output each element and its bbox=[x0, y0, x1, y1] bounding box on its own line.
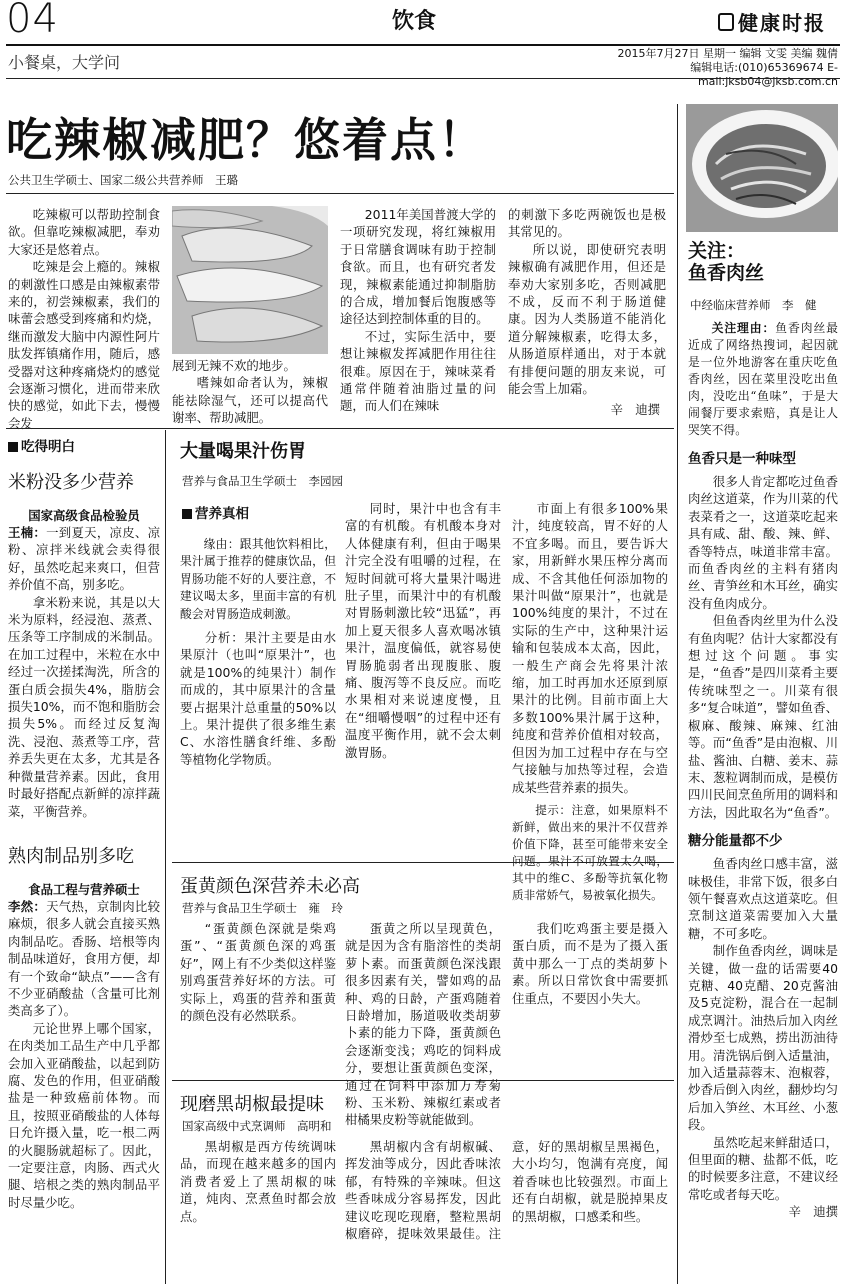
main-bottom-rule bbox=[6, 428, 674, 429]
sidebar-divider bbox=[677, 104, 678, 1284]
paragraph: 市面上有很多100%果汁，纯度较高，胃不好的人不宜多喝。而且，要告诉大家，用新鲜水果压榨分离而成、不含其他任何添加物的果汁叫做“原果汁”，也就是100%纯度的果汁，不过在实际的生产中，这种果汁运输和包装成本太高，因此，一般生产商会先将果汁浓缩，加工时再加水还原到原果汁的比例。目前市面上大多数100%果汁属于这种，纯度和营养价值相对较高，但因为加工过程中存在与空气接触与加热等过程，会造成某些营养素的损失。 bbox=[512, 501, 668, 795]
paragraph: 元论世界上哪个国家，在肉类加工品生产中几乎都会加入亚硝酸盐，以起到防腐、发色的作用，但亚硝酸盐是一种致癌前体物。而且，按照亚硝酸盐的人体每日允许摄入量，吃一根二两的火腿肠就超标了。因此，一定要注意，肉肠、西式火腿、培根之类的熟肉制品平时尽量少吃。 bbox=[8, 1020, 160, 1210]
paragraph: 嗜辣如命者认为，辣椒能祛除湿气，还可以提高代谢率、帮助减肥。 bbox=[172, 375, 328, 426]
main-col-3 bbox=[340, 206, 496, 415]
juice-label: 营养真相 bbox=[182, 502, 249, 522]
paragraph: 我们吃鸡蛋主要是摄入蛋白质，而不是为了摄入蛋黄中那么一丁点的类胡萝卜素。所以日常饮食中需要抓住重点，不要因小失大。 bbox=[512, 921, 668, 1006]
main-col-4 bbox=[508, 206, 666, 419]
yuxiang-pork-illustration bbox=[686, 104, 838, 232]
paragraph: 吃辣椒可以帮助控制食欲。但靠吃辣椒减肥，奉劝大家还是悠着点。 bbox=[8, 207, 160, 257]
signoff: 辛 迪撰 bbox=[610, 402, 660, 418]
egg-col-2 bbox=[345, 920, 501, 1129]
main-col-2 bbox=[172, 357, 328, 427]
egg-col-3 bbox=[512, 920, 668, 1007]
page-number: 04 bbox=[6, 0, 59, 42]
sidebar-title-line-2: 鱼香肉丝 bbox=[688, 262, 765, 284]
egg-byline: 营养与食品卫生学硕士 雍 玲 bbox=[182, 901, 343, 915]
chili-pepper-illustration bbox=[172, 206, 328, 354]
sidebar-body bbox=[688, 320, 838, 1221]
paragraph: 蛋黄之所以呈现黄色，就是因为含有脂溶性的类胡萝卜素。而蛋黄颜色深浅跟很多因素有关，譬如鸡的品种、鸡的日龄，产蛋鸡随着日龄增加，肠道吸收类胡萝卜素的能力下降，蛋黄颜色会逐渐变浅；鸡吃的饲料成分，要想让蛋黄颜色变深，通过在饲料中添加万寿菊粉、玉米粉、辣椒红素或者柑橘果皮粉等就能做到。 bbox=[345, 921, 501, 1128]
paragraph: 的刺激下多吃两碗饭也是极其常见的。 bbox=[508, 207, 666, 240]
juice-headline: 大量喝果汁伤胃 bbox=[180, 441, 306, 462]
label-square-icon bbox=[182, 509, 192, 519]
sidebar-byline: 中经临床营养师 李 健 bbox=[690, 298, 817, 312]
juice-bottom-rule bbox=[172, 862, 674, 863]
paragraph: 所以说，即使研究表明辣椒确有减肥作用，但还是奉劝大家别多吃，否则减肥不成，反而不利于肠道健康。因为人类肠道不能消化道分解辣椒素，吃得太多，从肠道原样通出，对于本就有排便问题的朋友来说，可能会雪上加霜。 bbox=[508, 241, 666, 397]
left-headline-1: 米粉没多少营养 bbox=[8, 472, 134, 493]
column-title: 小餐桌，大学问 bbox=[8, 53, 121, 72]
masthead-title: 健康时报 bbox=[738, 11, 826, 35]
paragraph: 不过，实际生活中，要想让辣椒发挥减肥作用往往很难。原因在于，辣味菜肴通常伴随着油脂过量的问题，而人们在辣味 bbox=[340, 328, 496, 414]
paragraph: 虽然吃起来鲜甜适口，但里面的糖、盐都不低，吃的时候要多注意，不建议经常吃或者每天吃。 bbox=[688, 1134, 838, 1202]
signoff: 辛 迪撰 bbox=[788, 1204, 838, 1220]
paragraph: 同时，果汁中也含有丰富的有机酸。有机酸本身对人体健康有利，但由于喝果汁完全没有咀嚼的过程，在短时间就可将大量果汁喝进肚子里，而果汁中的有机酸对胃肠刺激比较“迅猛”，再加上夏天很多人喜欢喝冰镇果汁，温度偏低，就容易使胃肠脆弱者出现腹胀、腹痛、腹泻等不良反应。而吃水果相对来说速度慢，且在“细嚼慢咽”的过程中还有温度平衡作用，就不会太刺激胃肠。 bbox=[345, 501, 501, 760]
paragraph: 但鱼香肉丝里为什么没有鱼肉呢？估计大家都没有想过这个问题。事实是，“鱼香”是四川菜肴主要传统味型之一。川菜有很多“复合味道”，譬如鱼香、椒麻、酸辣、麻辣、红油等。而“鱼香”是由泡椒、川盐、酱油、白糖、姜末、蒜末、葱粒调制而成，是模仿四川民间烹鱼所用的调料和方法，因此取名为“鱼香”。 bbox=[688, 613, 838, 820]
header-rule bbox=[6, 44, 840, 46]
left-column-divider bbox=[165, 430, 166, 1284]
sidebar-title bbox=[688, 240, 838, 284]
left-author-label-2: 食品工程与营养硕士 bbox=[28, 881, 140, 897]
section-title: 饮食 bbox=[392, 8, 437, 34]
paragraph: 鱼香肉丝口感丰富，滋味极佳，非常下饭，很多白领午餐喜欢点这道菜吃。但烹制这道菜需要加入大量糖，不可多吃。 bbox=[688, 856, 838, 941]
pepper-headline: 现磨黑胡椒最提味 bbox=[180, 1094, 324, 1115]
left-headline-2: 熟肉制品别多吃 bbox=[8, 845, 134, 867]
pepper-col-1 bbox=[180, 1138, 336, 1225]
juice-tip-paragraph: 提示：注意，如果原料不新鲜，做出来的果汁不仅营养价值下降，甚至可能带来安全问题。果汁不可放置太久喝，其中的维C、多酚等抗氧化物质非常娇气，易被氧化损失。 bbox=[512, 802, 668, 902]
paragraph: 2011年美国普渡大学的一项研究发现，将红辣椒用于日常膳食调味有助于控制食欲。而且，也有研究者发现，辣椒素能通过抑制脂肪的合成，增加餐后饱腹感等途径达到控制体重的目的。 bbox=[340, 207, 496, 327]
juice-col-1 bbox=[180, 536, 336, 768]
contact-line: 编辑电话:(010)65369674 E-mail:jksb04@jksb.com.cn bbox=[690, 61, 838, 88]
egg-col-1 bbox=[180, 920, 336, 1024]
paragraph: “蛋黄颜色深就是柴鸡蛋”、“蛋黄颜色深的鸡蛋好”，网上有不少类似这样鉴别鸡蛋营养好坏的方法。可实际上，鸡蛋的营养和蛋黄的颜色没有必然联系。 bbox=[180, 921, 336, 1024]
sidebar-subhead-2: 糖分能量都不少 bbox=[688, 833, 783, 850]
sidebar-intro-label: 关注理由： bbox=[711, 321, 776, 335]
juice-byline: 营养与食品卫生学硕士 李园园 bbox=[182, 474, 343, 488]
sidebar-intro bbox=[688, 320, 838, 439]
paragraph: 制作鱼香肉丝，调味是关键，做一盘的话需要40克糖、40克醋、20克酱油及5克淀粉，混合在一起制成烹调汁。油热后加入肉丝滑炒至七成熟，捞出沥油待用。清洗锅后倒入适量油，加入适量蒜蓉末、泡椒蓉，炒香后倒入肉丝，翻炒均匀后加入笋丝、木耳丝、小葱段。 bbox=[688, 943, 838, 1133]
main-byline: 公共卫生学硕士、国家二级公共营养师 王璐 bbox=[8, 173, 238, 187]
sidebar-title-line-1: 关注： bbox=[688, 240, 746, 262]
date-line: 2015年7月27日 星期一 编辑 文雯 美编 魏倩 bbox=[617, 47, 838, 60]
paragraph: 黑胡椒内含有胡椒碱、挥发油等成分，因此香味浓郁，有特殊的辛辣味。但这些香味成分容易挥发，因此建议吃现吃现磨，整粒黑胡椒磨碎，提味效果最佳。注意，好的黑胡椒呈黑褐色，大小均匀，饱满有亮度，闻着香味也比较强烈。市面上还有白胡椒，就是脱掉果皮的黑胡椒，口感柔和些。 bbox=[345, 1139, 668, 1242]
chili-pepper-photo bbox=[172, 206, 328, 354]
main-headline: 吃辣椒减肥？悠着点！ bbox=[6, 113, 486, 167]
pepper-col-2 bbox=[345, 1138, 668, 1242]
left-column-label: 吃得明白 bbox=[8, 435, 75, 455]
paragraph: 拿米粉来说，其是以大米为原料，经浸泡、蒸煮、压条等工序制成的米制品。在加工过程中，米粒在水中经过一次搓揉淘洗，所含的蛋白质会损失4%，脂肪会损失10%，而不饱和脂肪会损失5%。而经过反复淘洗、浸泡、蒸煮等工序，营养丢失更在太多，尤其是各种微量营养素。因此，食用时最好搭配点新鲜的凉拌蔬菜，平衡营养。 bbox=[8, 594, 160, 819]
juice-col-2 bbox=[345, 500, 501, 761]
sidebar-subhead-1: 鱼香只是一种味型 bbox=[688, 451, 796, 467]
paragraph: 很多人肯定都吃过鱼香肉丝这道菜，作为川菜的代表菜肴之一，这道菜吃起来具有咸、甜、酸、辣、鲜、香等特点，味道非常丰富。而鱼香肉丝的主料有猪肉丝、青笋丝和木耳丝，确实没有鱼肉成分。 bbox=[688, 474, 838, 611]
paragraph: 分析：果汁主要是由水果原汁（也叫“原果汁”，也就是100%的纯果汁）制作而成的，其中原果汁的含量要占据果汁总重量的50%以上。果汁提供了很多维生素C、水溶性膳食纤维、多酚等植物化学物质。 bbox=[180, 630, 336, 767]
paragraph: 李然：天气热，京制肉比较麻烦，很多人就会直接买熟肉制品吃。香肠、培根等肉制品味道好，食用方便，却有一个致命“缺点”——含有不少亚硝酸盐（含量可比剂类高多了）。 bbox=[8, 898, 161, 1019]
sidebar-intro-text: 鱼香肉丝最近成了网络热搜词，起因就是一位外地游客在重庆吃鱼香肉丝，因在菜里没吃出鱼肉，没吃出“鱼味”，于是大闹餐厅要求索赔，真是让人哭笑不得。 bbox=[688, 321, 838, 437]
paragraph: 王楠：一到夏天，凉皮、凉粉、凉拌米线就会卖得很好，虽然吃起来爽口，但营养价值不高，别多吃。 bbox=[8, 525, 161, 593]
paragraph: 吃辣是会上瘾的。辣椒的刺激性口感是由辣椒素带来的，初尝辣椒素，我们的味蕾会感受到疼痛和灼烧，继而激发大脑中内源性阿片肽发挥镇痛作用，随后，感受器对这种疼痛烧灼的感觉会逐渐习惯化，进而带来欣快的感觉，如此下去，慢慢会发 bbox=[8, 259, 160, 431]
masthead-logo bbox=[718, 7, 840, 39]
paragraph: 黑胡椒是西方传统调味品，而现在越来越多的国内消费者爱上了黑胡椒的味道，炖肉、烹煮鱼时都会放点。 bbox=[180, 1139, 336, 1224]
egg-bottom-rule bbox=[172, 1080, 674, 1081]
egg-headline: 蛋黄颜色深营养未必高 bbox=[180, 876, 360, 897]
juice-col-3 bbox=[512, 500, 668, 904]
header-rule-2 bbox=[6, 78, 840, 79]
label-square-icon bbox=[8, 442, 18, 452]
left-author-label-1: 国家高级食品检验员 bbox=[28, 508, 140, 523]
paragraph: 展到无辣不欢的地步。 bbox=[172, 358, 296, 373]
left-column-body bbox=[8, 468, 160, 1211]
yuxiang-pork-photo bbox=[686, 104, 838, 232]
logo-mark-icon bbox=[718, 13, 734, 31]
main-byline-rule bbox=[6, 193, 674, 194]
main-col-1 bbox=[8, 206, 160, 432]
paragraph: 缘由：跟其他饮料相比，果汁属于推荐的健康饮品，但胃肠功能不好的人要注意，不建议喝太多，里面丰富的有机酸会对胃肠造成刺激。 bbox=[180, 537, 336, 621]
pepper-byline: 国家高级中式烹调师 高明和 bbox=[182, 1119, 332, 1133]
